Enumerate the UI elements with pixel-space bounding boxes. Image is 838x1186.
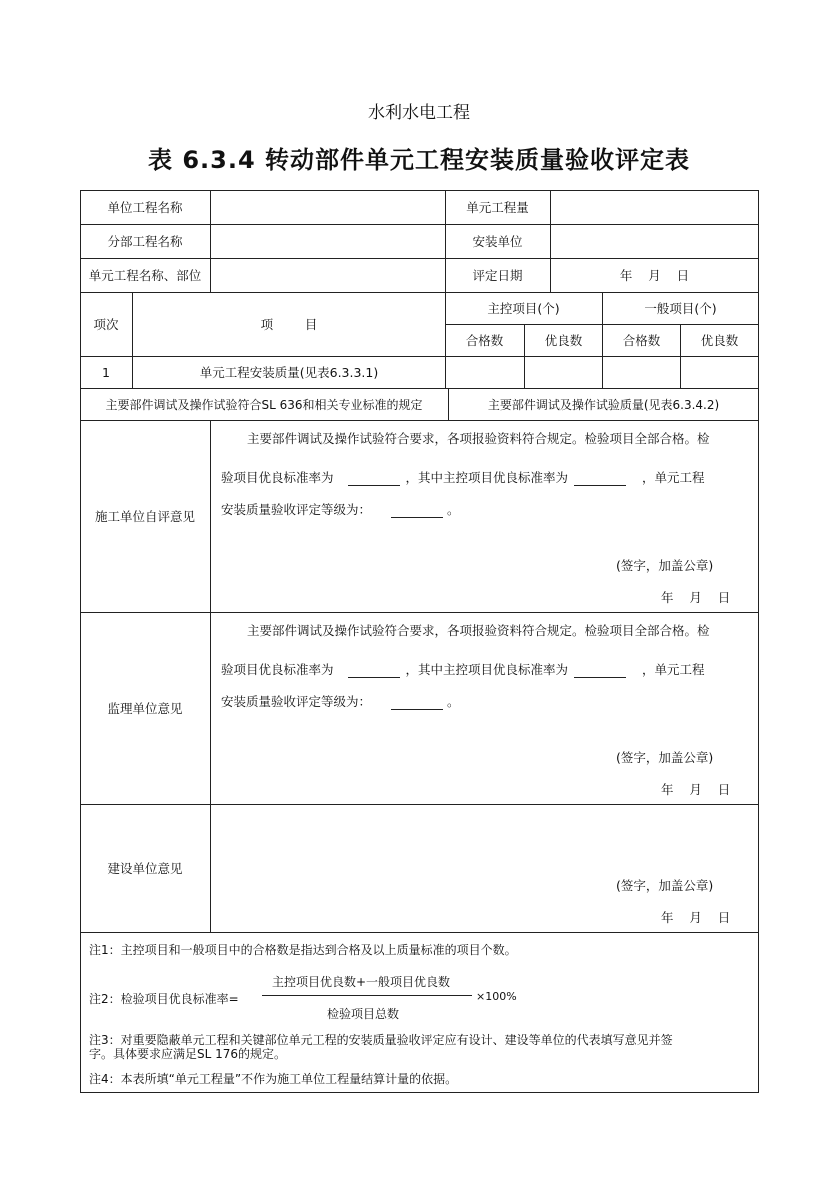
contractor-line3-prefix: 安装质量验收评定等级为： [221, 502, 372, 517]
owner-opinion-label: 建设单位意见 [107, 861, 183, 876]
contractor-main-rate-blank[interactable] [574, 473, 626, 486]
note-3-line1: 注3：对重要隐蔽单元工程和关键部位单元工程的安装质量验收评定应有设计、建设等单位的代表填写意见并签 [89, 1033, 673, 1047]
debug-requirement: 主要部件调试及操作试验符合SL 636和相关专业标准的规定 [105, 397, 423, 412]
supervisor-line2-middle: ，其中主控项目优良标准率为 [405, 662, 569, 677]
element-name-part-field[interactable] [211, 258, 445, 292]
owner-opinion-field[interactable] [211, 805, 758, 865]
main-qualified-header: 合格数 [465, 333, 504, 348]
contractor-date[interactable]: 年 月 日 [661, 590, 731, 605]
unit-project-name-field[interactable] [211, 190, 445, 224]
row1-general-excellent-field[interactable] [681, 356, 758, 388]
main-items-header: 主控项目(个) [487, 301, 560, 316]
unit-project-name-label: 单位工程名称 [107, 200, 183, 215]
contractor-text-line2 [221, 468, 705, 486]
element-name-part-label: 单元工程名称、部位 [88, 268, 202, 283]
main-excellent-header: 优良数 [544, 333, 583, 348]
note-2-label: 注2：检验项目优良标准率= [89, 992, 239, 1006]
contractor-line3-suffix: 。 [447, 502, 460, 517]
document-title: 表 6.3.4 转动部件单元工程安装质量验收评定表 [147, 146, 691, 174]
contractor-sign-note: (签字，加盖公章) [616, 558, 714, 573]
contractor-grade-blank[interactable] [391, 505, 443, 518]
row1-main-qualified-field[interactable] [445, 356, 524, 388]
supervisor-sign-note: (签字，加盖公章) [616, 750, 714, 765]
note-2-numerator: 主控项目优良数+一般项目优良数 [272, 975, 451, 989]
supervisor-text-line3 [221, 692, 460, 710]
row1-no: 1 [102, 364, 110, 380]
supervisor-grade-blank[interactable] [391, 697, 443, 710]
row1-item: 单元工程安装质量(见表6.3.3.1) [199, 365, 379, 380]
contractor-line2-prefix: 验项目优良标准率为 [221, 470, 334, 485]
supervisor-line3-suffix: 。 [447, 694, 460, 709]
item-header: 项 目 [260, 317, 318, 332]
fraction-bar [262, 995, 472, 996]
supervisor-line3-prefix: 安装质量验收评定等级为： [221, 694, 372, 709]
supervisor-text-line2 [221, 660, 705, 678]
general-excellent-header: 优良数 [700, 333, 739, 348]
sub-project-name-label: 分部工程名称 [107, 234, 183, 249]
note-2-denominator: 检验项目总数 [327, 1007, 400, 1021]
note-1: 注1：主控项目和一般项目中的合格数是指达到合格及以上质量标准的项目个数。 [89, 943, 517, 957]
install-unit-label: 安装单位 [472, 234, 523, 249]
contractor-line2-suffix: ，单元工程 [642, 470, 705, 485]
owner-sign-note: (签字，加盖公章) [616, 878, 714, 893]
contractor-line2-middle: ，其中主控项目优良标准率为 [405, 470, 569, 485]
general-qualified-header: 合格数 [622, 333, 661, 348]
eval-date-label: 评定日期 [472, 268, 523, 283]
install-unit-field[interactable] [551, 224, 758, 258]
contractor-opinion-label: 施工单位自评意见 [94, 509, 195, 524]
unit-engineering-qty-field[interactable] [551, 190, 758, 224]
sub-project-name-field[interactable] [211, 224, 445, 258]
general-items-header: 一般项目(个) [644, 301, 717, 316]
supervisor-date[interactable]: 年 月 日 [661, 782, 731, 797]
row1-general-qualified-field[interactable] [603, 356, 680, 388]
supervisor-line2-prefix: 验项目优良标准率为 [221, 662, 334, 677]
contractor-text-line1: 主要部件调试及操作试验符合要求，各项报验资料符合规定。检验项目全部合格。检 [247, 431, 710, 446]
supervisor-main-rate-blank[interactable] [574, 665, 626, 678]
debug-quality-ref: 主要部件调试及操作试验质量(见表6.3.4.2) [487, 397, 720, 412]
note-3-line2: 字。具体要求应满足SL 176的规定。 [89, 1047, 287, 1061]
eval-date-field[interactable]: 年 月 日 [619, 268, 690, 283]
supervisor-excellent-rate-blank[interactable] [348, 665, 400, 678]
unit-engineering-qty-label: 单元工程量 [466, 200, 529, 215]
row1-main-excellent-field[interactable] [525, 356, 602, 388]
note-2-suffix: ×100% [476, 990, 517, 1003]
note-4: 注4：本表所填“单元工程量”不作为施工单位工程量结算计量的依据。 [89, 1072, 458, 1086]
item-no-header: 项次 [93, 317, 119, 332]
contractor-excellent-rate-blank[interactable] [348, 473, 400, 486]
owner-date[interactable]: 年 月 日 [661, 910, 731, 925]
supervisor-text-line1: 主要部件调试及操作试验符合要求，各项报验资料符合规定。检验项目全部合格。检 [247, 623, 710, 638]
document-subtitle: 水利水电工程 [368, 103, 470, 123]
contractor-text-line3 [221, 500, 460, 518]
supervisor-line2-suffix: ，单元工程 [642, 662, 705, 677]
supervisor-opinion-label: 监理单位意见 [107, 701, 183, 716]
